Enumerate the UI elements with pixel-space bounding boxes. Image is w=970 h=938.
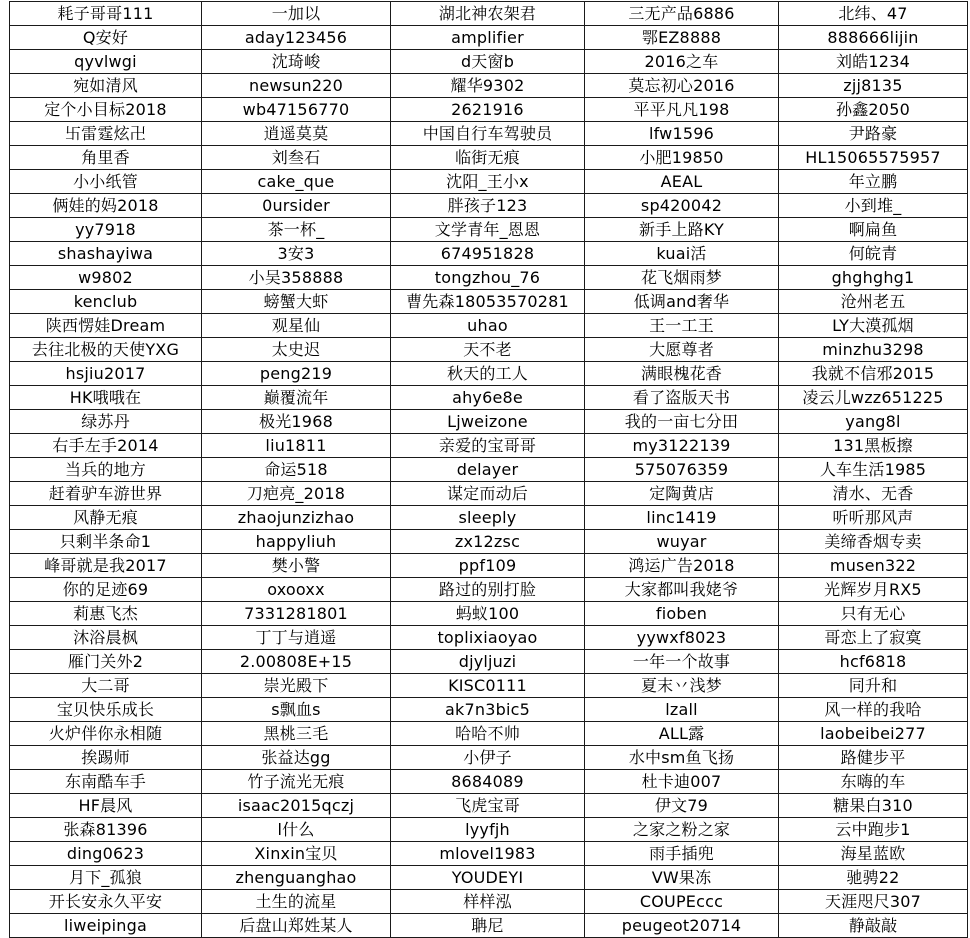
table-cell: ak7n3bic5 xyxy=(391,698,585,722)
table-cell: 清水、无香 xyxy=(779,482,968,506)
table-cell: 674951828 xyxy=(391,242,585,266)
table-cell: 当兵的地方 xyxy=(10,458,202,482)
table-cell: 曹先森18053570281 xyxy=(391,290,585,314)
table-cell: 湖北神农架君 xyxy=(391,2,585,26)
table-cell: lzall xyxy=(585,698,779,722)
table-row xyxy=(10,242,968,266)
table-row xyxy=(10,482,968,506)
table-row xyxy=(10,314,968,338)
table-cell: shashayiwa xyxy=(10,242,202,266)
table-cell: musen322 xyxy=(779,554,968,578)
table-cell: yywxf8023 xyxy=(585,626,779,650)
table-row xyxy=(10,410,968,434)
table-cell: sleeply xyxy=(391,506,585,530)
table-cell: 风一样的我哈 xyxy=(779,698,968,722)
table-cell: 3安3 xyxy=(202,242,391,266)
table-cell: 宝贝快乐成长 xyxy=(10,698,202,722)
table-cell: 2016之车 xyxy=(585,50,779,74)
table-row xyxy=(10,386,968,410)
table-cell: 蚂蚁100 xyxy=(391,602,585,626)
table-row xyxy=(10,626,968,650)
table-cell: wuyar xyxy=(585,530,779,554)
table-cell: 天涯咫尺307 xyxy=(779,890,968,914)
table-row xyxy=(10,362,968,386)
table-cell: 小小纸管 xyxy=(10,170,202,194)
table-cell: 东嗨的车 xyxy=(779,770,968,794)
table-cell: 小吴358888 xyxy=(202,266,391,290)
table-row xyxy=(10,722,968,746)
table-cell: ding0623 xyxy=(10,842,202,866)
table-row xyxy=(10,434,968,458)
table-cell: linc1419 xyxy=(585,506,779,530)
table-cell: 满眼槐花香 xyxy=(585,362,779,386)
table-row xyxy=(10,218,968,242)
table-row xyxy=(10,794,968,818)
table-cell: AEAL xyxy=(585,170,779,194)
table-cell: 伊文79 xyxy=(585,794,779,818)
table-cell: KISC0111 xyxy=(391,674,585,698)
table-cell: ghghghg1 xyxy=(779,266,968,290)
table-cell: 莉惠飞杰 xyxy=(10,602,202,626)
table-cell: 575076359 xyxy=(585,458,779,482)
table-cell: 888666lijin xyxy=(779,26,968,50)
table-cell: isaac2015qczj xyxy=(202,794,391,818)
table-cell: 张森81396 xyxy=(10,818,202,842)
table-cell: 小到堆_ xyxy=(779,194,968,218)
table-cell: tongzhou_76 xyxy=(391,266,585,290)
table-cell: peng219 xyxy=(202,362,391,386)
table-cell: liweipinga xyxy=(10,914,202,938)
table-cell: happyliuh xyxy=(202,530,391,554)
table-cell: lyyfjh xyxy=(391,818,585,842)
table-cell: 文学青年_恩恩 xyxy=(391,218,585,242)
table-cell: l什么 xyxy=(202,818,391,842)
table-row xyxy=(10,914,968,938)
table-cell: newsun220 xyxy=(202,74,391,98)
table-cell: zx12zsc xyxy=(391,530,585,554)
table-cell: Q安好 xyxy=(10,26,202,50)
table-cell: 鄂EZ8888 xyxy=(585,26,779,50)
table-cell: 哈哈不帅 xyxy=(391,722,585,746)
table-cell: qyvlwgi xyxy=(10,50,202,74)
table-cell: 雁门关外2 xyxy=(10,650,202,674)
table-cell: 大二哥 xyxy=(10,674,202,698)
table-row xyxy=(10,602,968,626)
table-cell: 绿苏丹 xyxy=(10,410,202,434)
table-cell: 听听那风声 xyxy=(779,506,968,530)
table-cell: oxooxx xyxy=(202,578,391,602)
table-cell: hcf6818 xyxy=(779,650,968,674)
table-row xyxy=(10,890,968,914)
table-cell: laobeibei277 xyxy=(779,722,968,746)
table-cell: 夏末丷浅梦 xyxy=(585,674,779,698)
table-cell: 杜卡迪007 xyxy=(585,770,779,794)
table-cell: zhaojunzizhao xyxy=(202,506,391,530)
table-cell: 哥恋上了寂寞 xyxy=(779,626,968,650)
table-cell: ALL露 xyxy=(585,722,779,746)
table-row xyxy=(10,698,968,722)
table-cell: 只有无心 xyxy=(779,602,968,626)
table-cell: HK哦哦在 xyxy=(10,386,202,410)
table-cell: 定陶黄店 xyxy=(585,482,779,506)
table-cell: 刀疤亮_2018 xyxy=(202,482,391,506)
table-cell: 开长安永久平安 xyxy=(10,890,202,914)
table-cell: 中国自行车驾驶员 xyxy=(391,122,585,146)
table-cell: 耀华9302 xyxy=(391,74,585,98)
table-cell: 崇光殿下 xyxy=(202,674,391,698)
table-cell: mlovel1983 xyxy=(391,842,585,866)
table-cell: 大愿尊者 xyxy=(585,338,779,362)
table-cell: liu1811 xyxy=(202,434,391,458)
table-cell: 我的一亩七分田 xyxy=(585,410,779,434)
table-cell: 定个小目标2018 xyxy=(10,98,202,122)
table-cell: 雨手插兜 xyxy=(585,842,779,866)
table-cell: ppf109 xyxy=(391,554,585,578)
table-cell: 小肥19850 xyxy=(585,146,779,170)
table-cell: 样样泓 xyxy=(391,890,585,914)
table-cell: 平平凡凡198 xyxy=(585,98,779,122)
table-cell: 耗子哥哥111 xyxy=(10,2,202,26)
table-cell: 太史迟 xyxy=(202,338,391,362)
table-cell: 陕西愣娃Dream xyxy=(10,314,202,338)
table-cell: 0ursider xyxy=(202,194,391,218)
table-cell: 角里香 xyxy=(10,146,202,170)
table-row xyxy=(10,146,968,170)
table-cell: YOUDEYI xyxy=(391,866,585,890)
table-cell: COUPEccc xyxy=(585,890,779,914)
table-cell: 花飞烟雨梦 xyxy=(585,266,779,290)
table-cell: sp420042 xyxy=(585,194,779,218)
table-cell: 鸿运广告2018 xyxy=(585,554,779,578)
table-cell: 丁丁与逍遥 xyxy=(202,626,391,650)
table-cell: 王一工王 xyxy=(585,314,779,338)
table-row xyxy=(10,530,968,554)
table-cell: 月下_孤狼 xyxy=(10,866,202,890)
table-row xyxy=(10,818,968,842)
table-cell: 卐雷霆炫卍 xyxy=(10,122,202,146)
table-cell: 美缔香烟专卖 xyxy=(779,530,968,554)
table-cell: 临街无痕 xyxy=(391,146,585,170)
table-cell: d天窗b xyxy=(391,50,585,74)
table-cell: 观星仙 xyxy=(202,314,391,338)
table-cell: Xinxin宝贝 xyxy=(202,842,391,866)
table-row xyxy=(10,2,968,26)
table-cell: 张益达gg xyxy=(202,746,391,770)
table-cell: 俩娃的妈2018 xyxy=(10,194,202,218)
table-cell: 沐浴晨枫 xyxy=(10,626,202,650)
table-cell: 一加以 xyxy=(202,2,391,26)
table-cell: 沧州老五 xyxy=(779,290,968,314)
table-cell: wb47156770 xyxy=(202,98,391,122)
table-cell: HL15065575957 xyxy=(779,146,968,170)
table-cell: 北纬、47 xyxy=(779,2,968,26)
table-cell: 水中sm鱼飞扬 xyxy=(585,746,779,770)
table-cell: 沈琦峻 xyxy=(202,50,391,74)
table-cell: 7331281801 xyxy=(202,602,391,626)
table-cell: aday123456 xyxy=(202,26,391,50)
table-cell: 我就不信邪2015 xyxy=(779,362,968,386)
table-cell: 云中跑步1 xyxy=(779,818,968,842)
table-cell: 小伊子 xyxy=(391,746,585,770)
table-row xyxy=(10,122,968,146)
table-row xyxy=(10,650,968,674)
table-cell: minzhu3298 xyxy=(779,338,968,362)
table-row xyxy=(10,578,968,602)
table-cell: 海星蓝欧 xyxy=(779,842,968,866)
table-row xyxy=(10,290,968,314)
table-cell: yang8l xyxy=(779,410,968,434)
table-cell: 啊扁鱼 xyxy=(779,218,968,242)
table-cell: my3122139 xyxy=(585,434,779,458)
table-cell: 天不老 xyxy=(391,338,585,362)
table-row xyxy=(10,506,968,530)
table-cell: delayer xyxy=(391,458,585,482)
table-cell: 后盘山郑姓某人 xyxy=(202,914,391,938)
table-cell: 看了盗版天书 xyxy=(585,386,779,410)
table-cell: 驰骋22 xyxy=(779,866,968,890)
table-row xyxy=(10,554,968,578)
table-cell: 只剩半条命1 xyxy=(10,530,202,554)
table-cell: hsjiu2017 xyxy=(10,362,202,386)
table-cell: yy7918 xyxy=(10,218,202,242)
table-row xyxy=(10,98,968,122)
table-body xyxy=(10,2,968,938)
table-cell: 谋定而动后 xyxy=(391,482,585,506)
table-cell: 樊小警 xyxy=(202,554,391,578)
table-row xyxy=(10,74,968,98)
table-cell: zjj8135 xyxy=(779,74,968,98)
table-cell: 同升和 xyxy=(779,674,968,698)
table-cell: cake_que xyxy=(202,170,391,194)
table-cell: 赶着驴车游世界 xyxy=(10,482,202,506)
table-cell: kenclub xyxy=(10,290,202,314)
table-cell: 亲爱的宝哥哥 xyxy=(391,434,585,458)
table-row xyxy=(10,194,968,218)
table-cell: 胖孩子123 xyxy=(391,194,585,218)
table-cell: 8684089 xyxy=(391,770,585,794)
table-cell: 之家之粉之家 xyxy=(585,818,779,842)
table-cell: 尹路豪 xyxy=(779,122,968,146)
table-cell: 竹子流光无痕 xyxy=(202,770,391,794)
table-cell: 螃蟹大虾 xyxy=(202,290,391,314)
table-cell: uhao xyxy=(391,314,585,338)
table-cell: 凌云儿wzz651225 xyxy=(779,386,968,410)
table-cell: 秋天的工人 xyxy=(391,362,585,386)
table-cell: amplifier xyxy=(391,26,585,50)
username-table xyxy=(9,1,968,938)
table-cell: toplixiaoyao xyxy=(391,626,585,650)
table-cell: 火炉伴你永相随 xyxy=(10,722,202,746)
table-cell: VW果冻 xyxy=(585,866,779,890)
table-cell: 飞虎宝哥 xyxy=(391,794,585,818)
table-cell: 去往北极的天使YXG xyxy=(10,338,202,362)
table-row xyxy=(10,746,968,770)
table-row xyxy=(10,674,968,698)
table-cell: zhenguanghao xyxy=(202,866,391,890)
table-cell: s飘血s xyxy=(202,698,391,722)
table-cell: 人车生活1985 xyxy=(779,458,968,482)
table-cell: 何皖青 xyxy=(779,242,968,266)
table-cell: 131黑板擦 xyxy=(779,434,968,458)
table-cell: 刘叁石 xyxy=(202,146,391,170)
table-cell: ahy6e8e xyxy=(391,386,585,410)
table-cell: 2.00808E+15 xyxy=(202,650,391,674)
table-cell: 新手上路KY xyxy=(585,218,779,242)
table-cell: 风静无痕 xyxy=(10,506,202,530)
table-cell: 茶一杯_ xyxy=(202,218,391,242)
table-cell: LY大漠孤烟 xyxy=(779,314,968,338)
table-cell: 命运518 xyxy=(202,458,391,482)
table-row xyxy=(10,50,968,74)
table-cell: 黑桃三毛 xyxy=(202,722,391,746)
table-cell: w9802 xyxy=(10,266,202,290)
table-cell: Ljweizone xyxy=(391,410,585,434)
table-cell: 右手左手2014 xyxy=(10,434,202,458)
table-cell: 东南酷车手 xyxy=(10,770,202,794)
table-cell: kuai活 xyxy=(585,242,779,266)
table-cell: 光辉岁月RX5 xyxy=(779,578,968,602)
table-cell: 聃尼 xyxy=(391,914,585,938)
table-cell: 一年一个故事 xyxy=(585,650,779,674)
table-cell: 孙鑫2050 xyxy=(779,98,968,122)
table-cell: 峰哥就是我2017 xyxy=(10,554,202,578)
table-cell: 路过的别打脸 xyxy=(391,578,585,602)
table-cell: 沈阳_王小x xyxy=(391,170,585,194)
table-cell: fioben xyxy=(585,602,779,626)
table-row xyxy=(10,170,968,194)
table-row xyxy=(10,338,968,362)
table-cell: HF晨风 xyxy=(10,794,202,818)
table-cell: 年立鹏 xyxy=(779,170,968,194)
table-cell: 低调and奢华 xyxy=(585,290,779,314)
table-cell: 2621916 xyxy=(391,98,585,122)
table-cell: 糖果白310 xyxy=(779,794,968,818)
table-cell: djyljuzi xyxy=(391,650,585,674)
table-row xyxy=(10,26,968,50)
table-cell: 逍遥莫莫 xyxy=(202,122,391,146)
table-cell: 挨踢师 xyxy=(10,746,202,770)
table-cell: 路健步平 xyxy=(779,746,968,770)
table-row xyxy=(10,266,968,290)
table-cell: 静敲敲 xyxy=(779,914,968,938)
table-row xyxy=(10,842,968,866)
table-cell: lfw1596 xyxy=(585,122,779,146)
table-row xyxy=(10,866,968,890)
table-cell: 三无产品6886 xyxy=(585,2,779,26)
table-row xyxy=(10,770,968,794)
table-cell: 大家都叫我姥爷 xyxy=(585,578,779,602)
table-row xyxy=(10,458,968,482)
table-cell: 巅覆流年 xyxy=(202,386,391,410)
table-cell: 宛如清风 xyxy=(10,74,202,98)
table-cell: 土生的流星 xyxy=(202,890,391,914)
table-cell: peugeot20714 xyxy=(585,914,779,938)
table-cell: 莫忘初心2016 xyxy=(585,74,779,98)
table-cell: 你的足迹69 xyxy=(10,578,202,602)
table-cell: 刘皓1234 xyxy=(779,50,968,74)
table-cell: 极光1968 xyxy=(202,410,391,434)
